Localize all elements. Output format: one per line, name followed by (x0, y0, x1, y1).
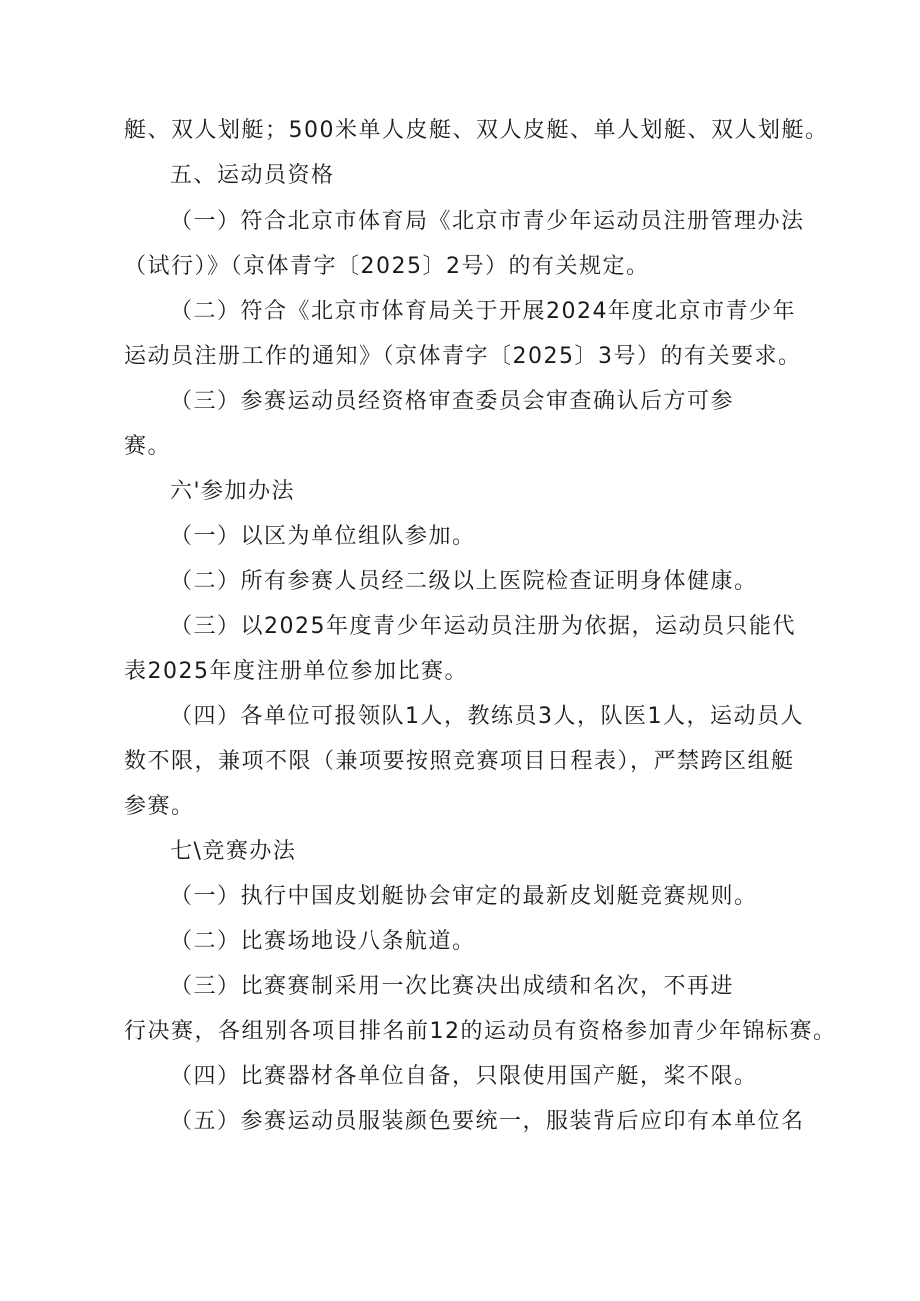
paragraph-participation-4-line-1: （四）各单位可报领队1人，教练员3人，队医1人，运动员人 (170, 704, 804, 729)
paragraph-qualification-3-line-2: 赛。 (124, 434, 172, 459)
section-heading-competition-method: 七\竞赛办法 (170, 839, 297, 864)
text-line-continuation: 艇、双人划艇；500米单人皮艇、双人皮艇、单人划艇、双人划艇。 (124, 118, 829, 143)
paragraph-participation-3-line-2: 表2025年度注册单位参加比赛。 (124, 659, 468, 684)
paragraph-competition-2: （二）比赛场地设八条航道。 (170, 929, 476, 954)
paragraph-participation-2: （二）所有参赛人员经二级以上医院检查证明身体健康。 (170, 569, 758, 594)
paragraph-qualification-3-line-1: （三）参赛运动员经资格审查委员会审查确认后方可参 (170, 389, 735, 414)
paragraph-qualification-1-line-2: （试行）》（京体青字〔2025〕2号）的有关规定。 (124, 254, 650, 279)
paragraph-competition-3-line-1: （三）比赛赛制采用一次比赛决出成绩和名次，不再进 (170, 974, 735, 999)
paragraph-competition-4: （四）比赛器材各单位自备，只限使用国产艇，桨不限。 (170, 1064, 758, 1089)
paragraph-participation-4-line-3: 参赛。 (124, 794, 195, 819)
section-heading-participation-method: 六'参加办法 (170, 479, 296, 504)
paragraph-competition-5-line-1: （五）参赛运动员服装颜色要统一，服装背后应印有本单位名 (170, 1109, 805, 1134)
paragraph-participation-3-line-1: （三）以2025年度青少年运动员注册为依据，运动员只能代 (170, 614, 796, 639)
paragraph-competition-3-line-2: 行决赛，各组别各项目排名前12的运动员有资格参加青少年锦标赛。 (124, 1019, 837, 1044)
paragraph-participation-4-line-2: 数不限，兼项不限（兼项要按照竞赛项目日程表），严禁跨区组艇 (124, 749, 795, 774)
paragraph-competition-1: （一）执行中国皮划艇协会审定的最新皮划艇竞赛规则。 (170, 884, 758, 909)
paragraph-qualification-2-line-2: 运动员注册工作的通知》（京体青字〔2025〕3号）的有关要求。 (124, 344, 802, 369)
paragraph-qualification-2-line-1: （二）符合《北京市体育局关于开展2024年度北京市青少年 (170, 299, 796, 324)
paragraph-participation-1: （一）以区为单位组队参加。 (170, 524, 476, 549)
section-heading-athlete-qualification: 五、运动员资格 (170, 163, 335, 188)
paragraph-qualification-1-line-1: （一）符合北京市体育局《北京市青少年运动员注册管理办法 (170, 209, 805, 234)
